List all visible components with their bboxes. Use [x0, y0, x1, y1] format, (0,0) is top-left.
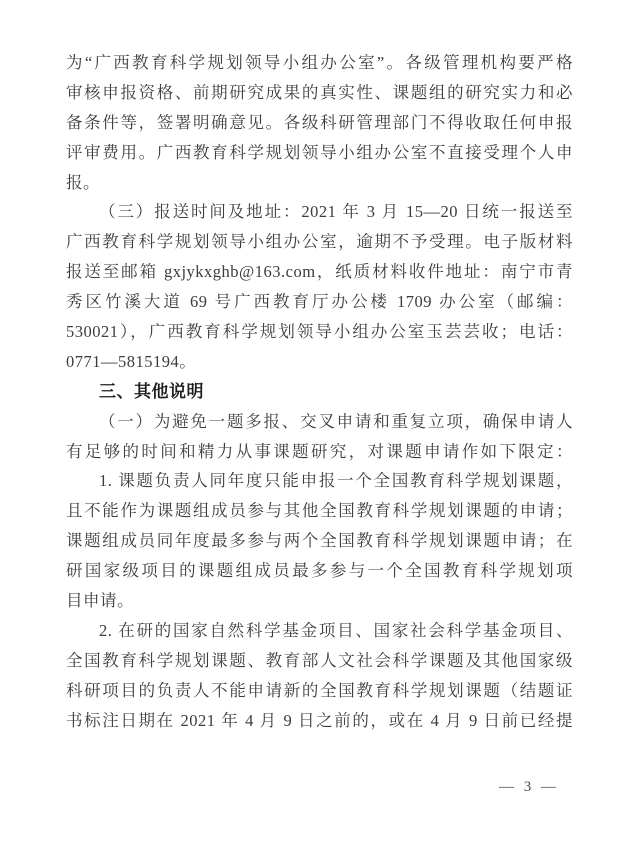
text-line: 书标注日期在 2021 年 4 月 9 日之前的，或在 4 月 9 日前已经提 — [66, 710, 573, 730]
text-line: 且不能作为课题组成员参与其他全国教育科学规划课题的申请； — [66, 501, 573, 521]
text-line: 秀区竹溪大道 69 号广西教育厅办公楼 1709 办公室（邮编： — [66, 292, 573, 312]
text-line: 全国教育科学规划课题、教育部人文社会科学课题及其他国家级 — [66, 650, 573, 670]
text-line: 有足够的时间和精力从事课题研究，对课题申请作如下限定： — [66, 441, 573, 461]
text-line: 报。 — [66, 172, 100, 192]
text-line: 科研项目的负责人不能申请新的全国教育科学规划课题（结题证 — [66, 680, 573, 700]
text-line: 评审费用。广西教育科学规划领导小组办公室不直接受理个人申 — [66, 142, 573, 162]
heading-other-notes — [66, 377, 573, 407]
text-line: 530021），广西教育科学规划领导小组办公室玉芸芸收；电话： — [66, 322, 573, 342]
text-line: 广西教育科学规划领导小组办公室，逾期不予受理。电子版材料 — [66, 232, 573, 252]
para-submission-time-address — [66, 197, 573, 376]
para-application-restriction-intro — [66, 407, 573, 467]
text-line: 报送至邮箱 gxjykxghb@163.com，纸质材料收件地址：南宁市青 — [66, 262, 573, 282]
text-line: 课题组成员同年度最多参与两个全国教育科学规划课题申请；在 — [66, 531, 573, 551]
para-rule-2-ongoing-projects — [66, 616, 573, 736]
text-line: （一）为避免一题多报、交叉申请和重复立项，确保申请人 — [99, 411, 573, 431]
section-heading-line: 三、其他说明 — [99, 381, 204, 401]
page-number: — 3 — — [499, 779, 559, 795]
para-rule-1-annual-limit — [66, 466, 573, 615]
text-line: 0771—5815194。 — [66, 351, 197, 371]
text-line: 为“广西教育科学规划领导小组办公室”。各级管理机构要严格 — [66, 53, 573, 72]
text-line: 1. 课题负责人同年度只能申报一个全国教育科学规划课题， — [99, 471, 573, 491]
text-line: 目申请。 — [66, 591, 134, 611]
text-line: 审核申报资格、前期研究成果的真实性、课题组的研究实力和必 — [66, 82, 573, 102]
text-line: （三）报送时间及地址：2021 年 3 月 15—20 日统一报送至 — [99, 202, 573, 222]
document-body — [66, 48, 573, 735]
text-line: 备条件等，签署明确意见。各级科研管理部门不得收取任何申报 — [66, 112, 573, 132]
text-line: 2. 在研的国家自然科学基金项目、国家社会科学基金项目、 — [99, 620, 573, 640]
text-line: 研国家级项目的课题组成员最多参与一个全国教育科学规划项 — [66, 561, 573, 581]
para-office-naming-continuation — [66, 48, 573, 197]
